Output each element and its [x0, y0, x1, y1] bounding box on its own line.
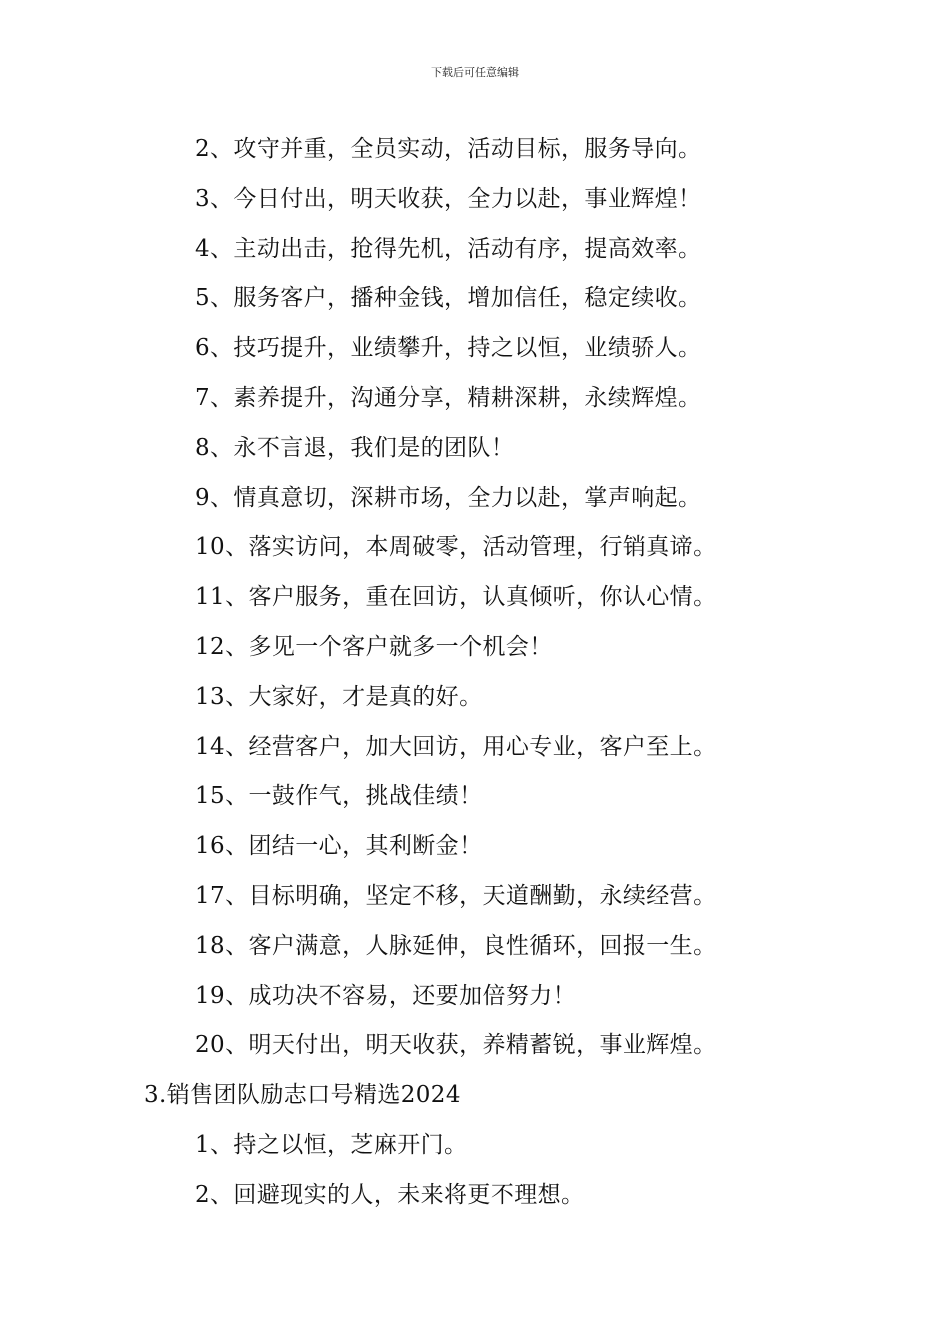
list-item: 19、成功决不容易，还要加倍努力！: [195, 982, 577, 1009]
document-body: [0, 125, 950, 1221]
section-heading: 3.销售团队励志口号精选2024: [144, 1082, 461, 1109]
list-item: 13、大家好，才是真的好。: [195, 683, 483, 710]
list-item: 1、持之以恒，芝麻开门。: [195, 1131, 468, 1158]
list-item: 10、落实访问，本周破零，活动管理，行销真谛。: [195, 534, 717, 561]
list-item: 15、一鼓作气，挑战佳绩！: [195, 783, 483, 810]
list-item: 17、目标明确，坚定不移，天道酬勤，永续经营。: [195, 882, 717, 909]
list-item: 6、技巧提升，业绩攀升，持之以恒，业绩骄人。: [195, 335, 702, 362]
list-item: 9、情真意切，深耕市场，全力以赴，掌声响起。: [195, 484, 702, 511]
list-item: 14、经营客户，加大回访，用心专业，客户至上。: [195, 733, 717, 760]
list-item: 2、攻守并重，全员实动，活动目标，服务导向。: [195, 136, 702, 162]
list-item: 3、今日付出，明天收获，全力以赴，事业辉煌！: [195, 185, 702, 212]
list-item: 16、团结一心，其利断金！: [195, 833, 483, 860]
list-item: 18、客户满意，人脉延伸，良性循环，回报一生。: [195, 932, 717, 959]
list-item: 8、永不言退，我们是的团队！: [195, 434, 515, 461]
list-item: 12、多见一个客户就多一个机会！: [195, 633, 553, 660]
list-item: 11、客户服务，重在回访，认真倾听，你认心情。: [195, 584, 717, 611]
list-item: 5、服务客户，播种金钱，增加信任，稳定续收。: [195, 285, 702, 312]
list-item: 7、素养提升，沟通分享，精耕深耕，永续辉煌。: [195, 384, 702, 411]
list-item: 2、回避现实的人，未来将更不理想。: [195, 1181, 585, 1208]
list-item: 20、明天付出，明天收获，养精蓄锐，事业辉煌。: [195, 1032, 717, 1059]
header-note: 下载后可任意编辑: [431, 66, 519, 79]
list-item: 4、主动出击，抢得先机，活动有序，提高效率。: [195, 235, 702, 262]
